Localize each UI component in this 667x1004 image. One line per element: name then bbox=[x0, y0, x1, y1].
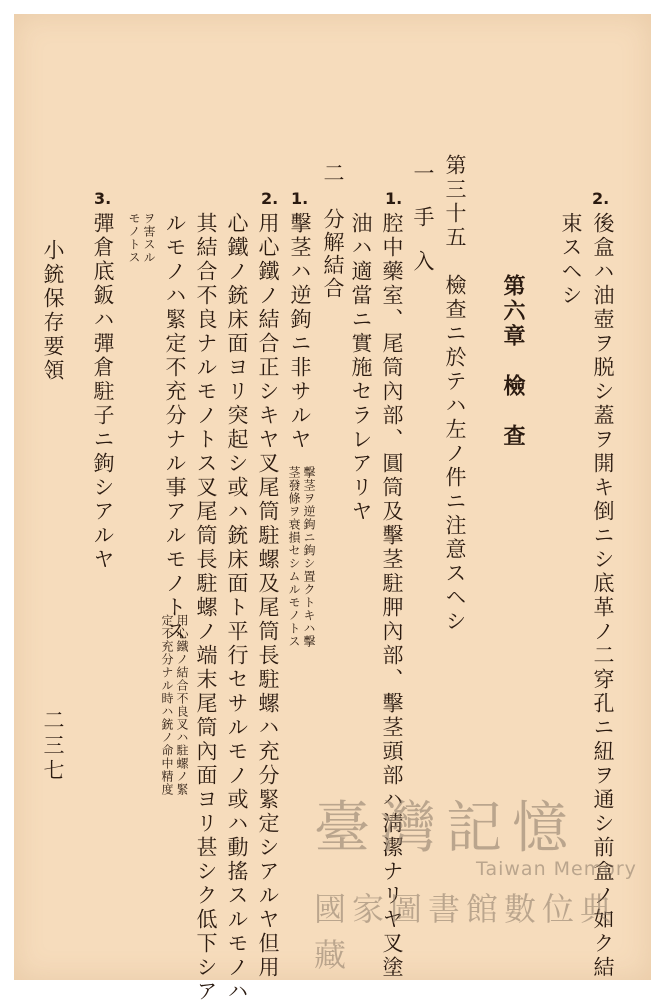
text-column: 油ハ適當ニ實施セラレアリヤ bbox=[349, 212, 373, 524]
section-heading: 二 分解結合 bbox=[321, 162, 345, 300]
item-number: 2. bbox=[592, 189, 610, 208]
article-heading: 第三十五 檢查ニ於テハ左ノ件ニ注意スヘシ bbox=[443, 154, 467, 634]
watermark-library: 國家圖書館數位典藏 bbox=[314, 890, 619, 974]
text-column: 後盒ハ油壺ヲ脱シ蓋ヲ開キ倒ニシ底革ノ二穿孔ニ紐ヲ通シ前盒ノ如ク結 bbox=[591, 212, 615, 980]
annotation-line: 茎發條ヲ衰損セシムルモノトス bbox=[287, 466, 301, 648]
document-page bbox=[14, 14, 651, 1004]
text-column: 用心鐵ノ結合正シキヤ叉尾筒駐螺及尾筒長駐螺ハ充分緊定シアルヤ但用 bbox=[256, 212, 280, 980]
text-column: ルモノハ緊定不充分ナル事アルモノトス bbox=[163, 212, 187, 644]
text-column: 其結合不良ナルモノトス叉尾筒長駐螺ノ端末尾筒內面ヨリ甚シク低下シア bbox=[194, 212, 218, 1004]
annotation-line: 擊茎ヲ逆鉤ニ鉤シ置クトキハ擊 bbox=[302, 466, 316, 648]
item-number: 1. bbox=[385, 189, 403, 208]
item-number: 1. bbox=[291, 189, 309, 208]
item-number: 2. bbox=[261, 189, 279, 208]
annotation-line: モノトス bbox=[127, 212, 141, 264]
section-heading: 一 手 入 bbox=[411, 162, 435, 272]
watermark-english: Taiwan Memory bbox=[476, 858, 637, 880]
text-column: 腔中藥室、尾筒內部、圓筒及擊茎駐胛內部、擊茎頭部ハ淸潔ナリヤ叉塗 bbox=[380, 212, 404, 980]
annotation-line: 用心鐵ノ結合不良叉ハ駐螺ノ緊 bbox=[175, 614, 189, 796]
annotation-line: ヲ害スル bbox=[142, 212, 156, 264]
text-column: 束スヘシ bbox=[559, 212, 583, 308]
annotation-line: 定不充分ナル時ハ銃ノ命中精度 bbox=[160, 614, 174, 796]
item-number: 3. bbox=[94, 189, 112, 208]
text-column: 擊茎ハ逆鉤ニ非サルヤ bbox=[288, 212, 312, 452]
watermark-logo: 臺灣記憶 bbox=[314, 796, 578, 861]
page-number: 二三七 bbox=[41, 709, 65, 784]
text-column: 彈倉底鈑ハ彈倉駐子ニ鉤シアルヤ bbox=[91, 212, 115, 572]
running-title: 小銃保存要領 bbox=[41, 239, 65, 383]
chapter-title: 第六章 檢 查 bbox=[500, 274, 526, 449]
text-column: 心鐵ノ銃床面ヨリ突起シ或ハ銃床面ト平行セサルモノ或ハ動搖スルモノハ bbox=[225, 212, 249, 1004]
